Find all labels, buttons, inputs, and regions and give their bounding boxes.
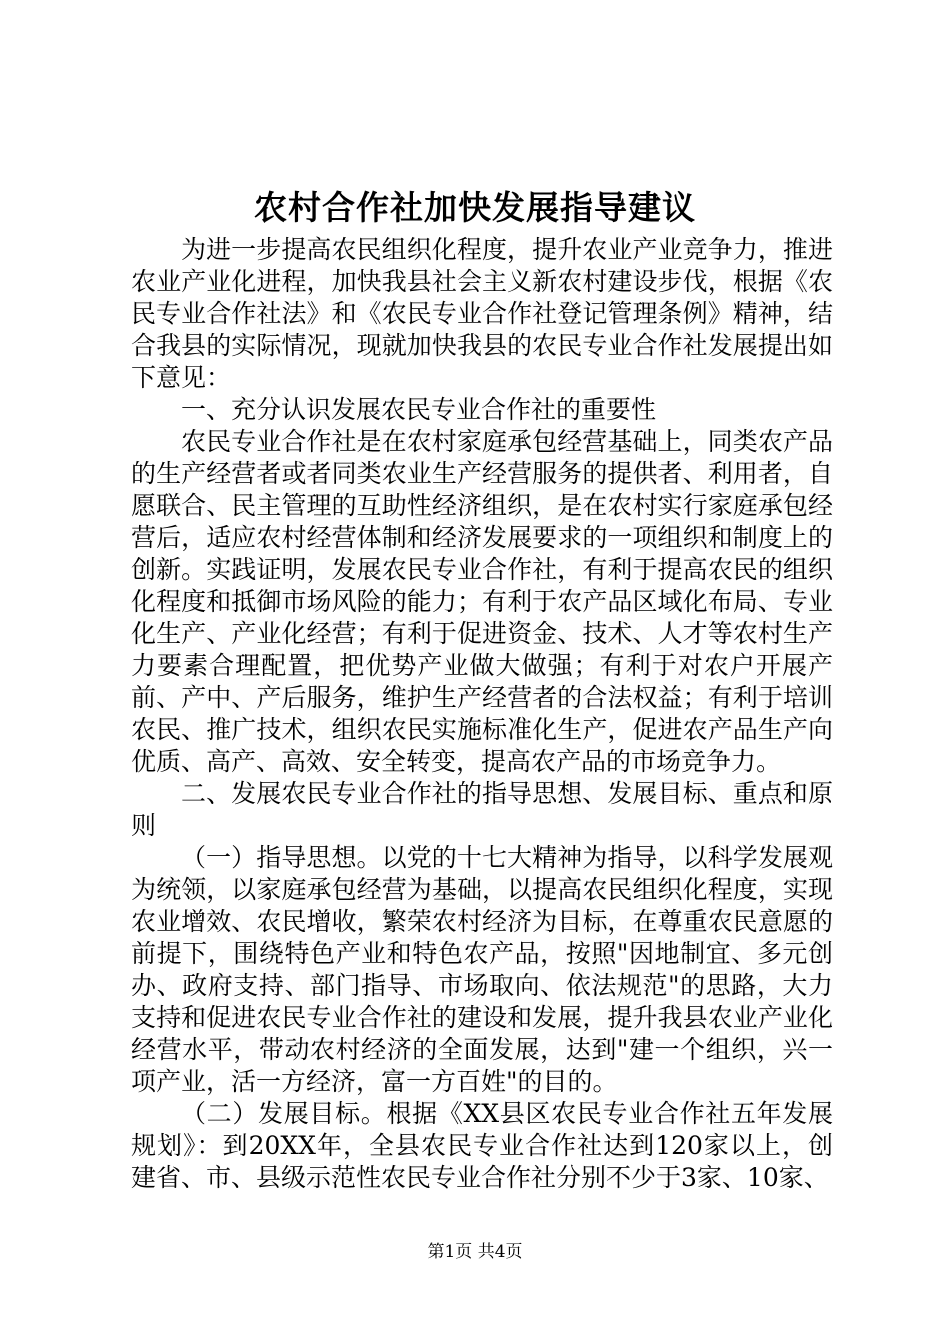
paragraph-intro: 为进一步提高农民组织化程度，提升农业产业竞争力，推进农业产业化进程，加快我县社会主义新农村建设步伐，根据《农民专业合作社法》和《农民专业合作社登记管理条例》精神，结合我县的实际情况，现就加快我县的农民专业合作社发展提出如下意见： bbox=[131, 235, 833, 392]
section-heading-1: 一、充分认识发展农民专业合作社的重要性 bbox=[181, 395, 657, 424]
paragraph-development-goals: （二）发展目标。根据《XX县区农民专业合作社五年发展规划》：到20XX年，全县农民专业合作社达到120家以上，创建省、市、县级示范性农民专业合作社分别不少于3家、10家、 bbox=[131, 1099, 833, 1192]
section-heading-2: 二、发展农民专业合作社的指导思想、发展目标、重点和原则 bbox=[131, 779, 833, 840]
document-body bbox=[131, 234, 833, 1194]
paragraph-guiding-ideology: （一）指导思想。以党的十七大精神为指导，以科学发展观为统领，以家庭承包经营为基础，以提高农民组织化程度，实现农业增效、农民增收，繁荣农村经济为目标，在尊重农民意愿的前提下，围绕特色产业和特色农产品，按照"因地制宜、多元创办、政府支持、部门指导、市场取向、依法规范"的思路，大力支持和促进农民专业合作社的建设和发展，提升我县农业产业化经营水平，带动农村经济的全面发展，达到"建一个组织，兴一项产业，活一方经济，富一方百姓"的目的。 bbox=[131, 843, 833, 1096]
paragraph-importance: 农民专业合作社是在农村家庭承包经营基础上，同类农产品的生产经营者或者同类农业生产经营服务的提供者、利用者，自愿联合、民主管理的互助性经济组织，是在农村实行家庭承包经营后，适应农村经营体制和经济发展要求的一项组织和制度上的创新。实践证明，发展农民专业合作社，有利于提高农民的组织化程度和抵御市场风险的能力；有利于农产品区域化布局、专业化生产、产业化经营；有利于促进资金、技术、人才等农村生产力要素合理配置，把优势产业做大做强；有利于对农户开展产前、产中、产后服务，维护生产经营者的合法权益；有利于培训农民、推广技术，组织农民实施标准化生产，促进农产品生产向优质、高产、高效、安全转变，提高农产品的市场竞争力。 bbox=[131, 427, 833, 776]
document-title: 农村合作社加快发展指导建议 bbox=[254, 188, 696, 227]
page-number-footer: 第1页 共4页 bbox=[427, 1242, 523, 1262]
